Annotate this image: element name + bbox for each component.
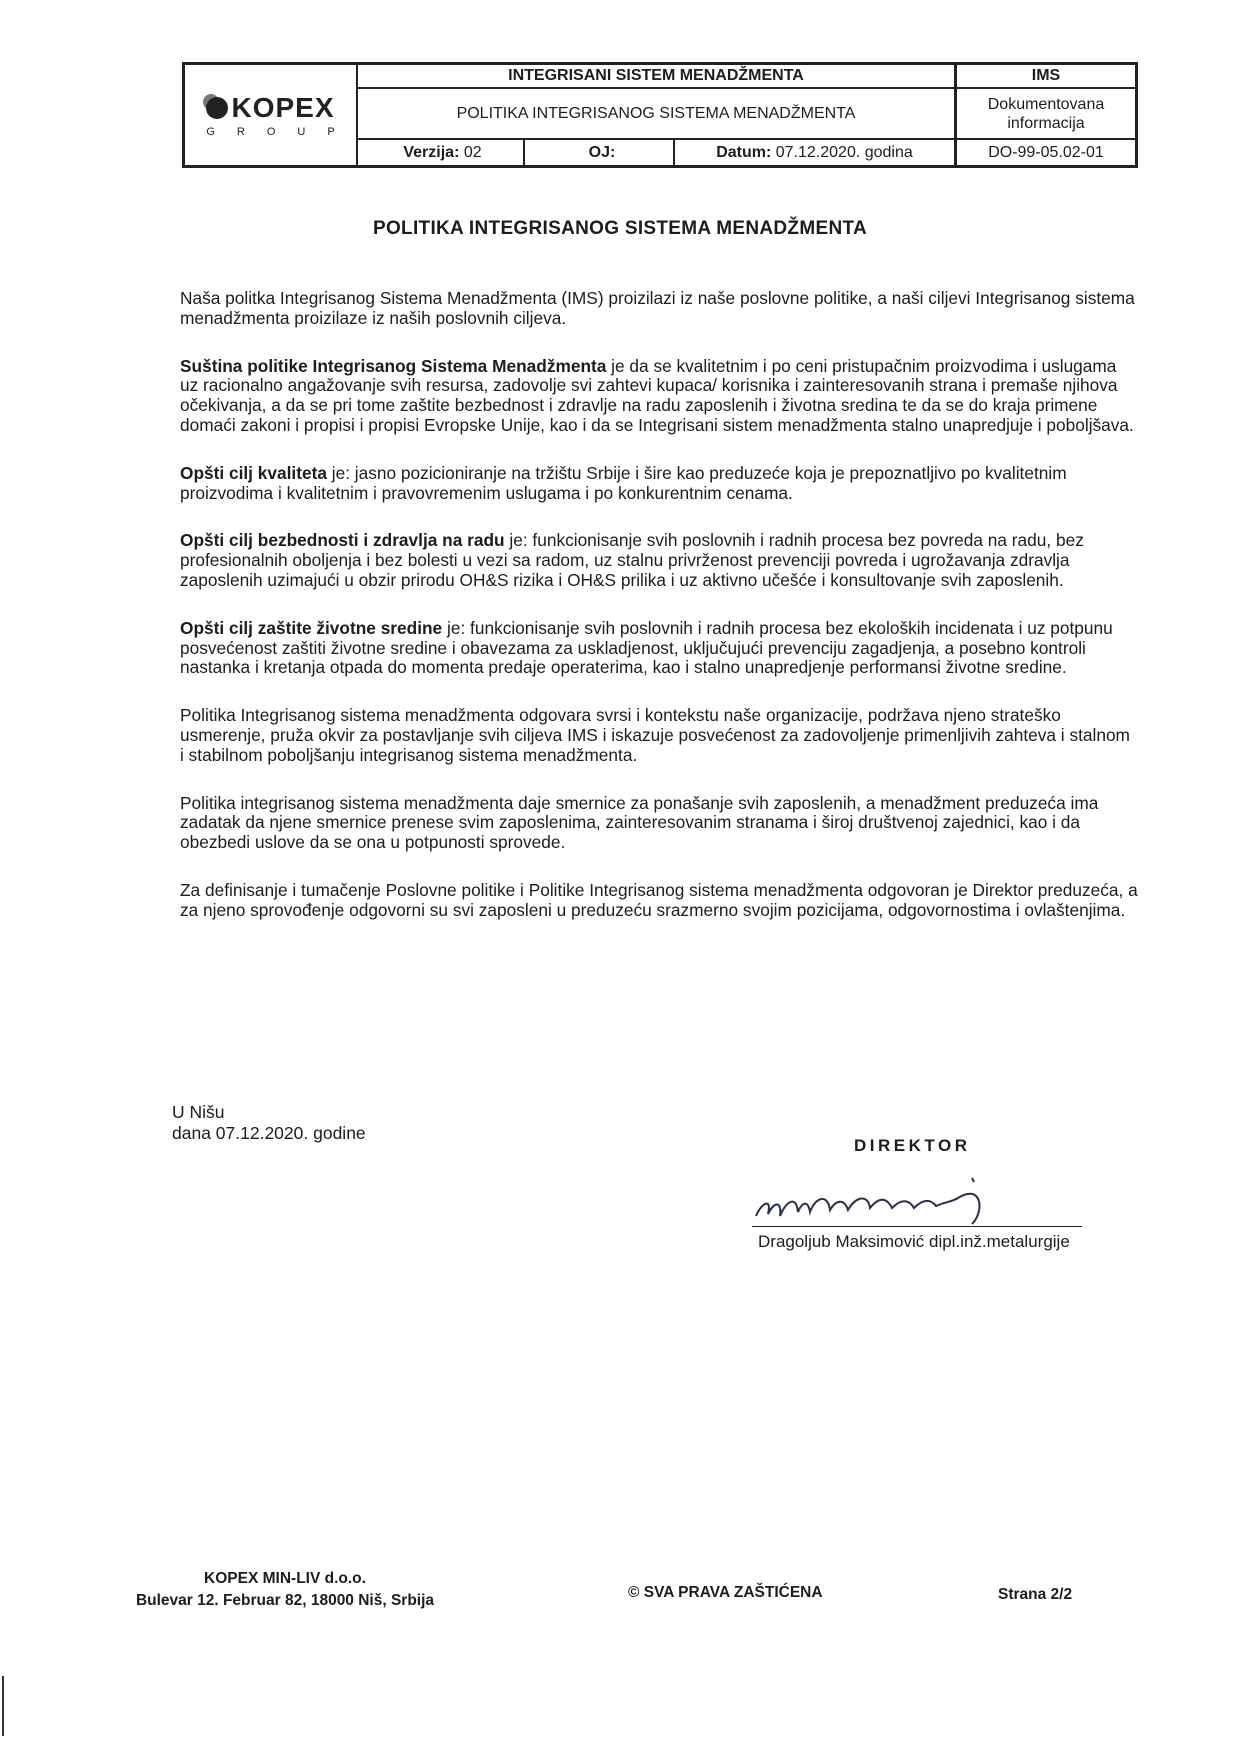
date-label: Datum: <box>716 143 772 161</box>
signer-name: Dragoljub Maksimović dipl.inž.metalurgije <box>758 1232 1070 1251</box>
doc-type-line2: informacija <box>1007 114 1085 132</box>
oj-cell <box>525 140 675 165</box>
paragraph-5 <box>180 619 1138 678</box>
paragraph-3-heading: Opšti cilj kvaliteta <box>180 462 327 483</box>
paragraph-8: Za definisanje i tumačenje Poslovne politike i Politike Integrisanog sistema menadžmenta odgovoran je Direktor preduzeća, a za njeno sprovođenje odgovorni su svi zaposleni u preduzeću srazmerno svojim pozicijama, odgovornostima i ovlaštenjima. <box>180 879 1138 920</box>
paragraph-2-heading: Suština politike Integrisanog Sistema Menadžmenta <box>180 355 607 376</box>
scan-artifact <box>2 1676 4 1736</box>
doc-type-line1: Dokumentovana <box>987 95 1105 113</box>
paragraph-1: Naša politka Integrisanog Sistema Menadžmenta (IMS) proizilazi iz naše poslovne politike, a naši ciljevi Integrisanog sistema menadžmenta proizilaze iz naših poslovnih ciljeva. <box>180 288 1135 328</box>
footer-company <box>100 1568 470 1612</box>
signature-icon <box>752 1172 1088 1228</box>
paragraph-4-heading: Opšti cilj bezbednosti i zdravlja na radu <box>180 530 505 551</box>
footer-copyright: © SVA PRAVA ZAŠTIĆENA <box>628 1584 823 1601</box>
place: U Nišu <box>172 1102 225 1122</box>
paragraph-4-text: je: funkcionisanje svih poslovnih i radnih procesa bez povreda na radu, bez profesionalnih oboljenja i bez bolesti u vezi sa radom, uz stalnu privrženost prevenciji povreda i ugrožavanja zdravlja zaposlenih uzimajući u obzir prirodu OH&S rizika i OH&S prilika i uz aktivno učešće i konsultovanje svih zaposlenih. <box>180 530 1084 590</box>
paragraph-6: Politika Integrisanog sistema menadžmenta odgovara svrsi i kontekstu naše organizacije, podržava njeno strateško usmerenje, pruža okvir za postavljanje svih ciljeva IMS i iskazuje posvećenost za zadovoljenje primenljivih zahteva i stalnom i stabilnom poboljšanju integrisanog sistema menadžmenta. <box>180 705 1130 765</box>
director-title: DIREKTOR <box>854 1136 971 1155</box>
oj-label: OJ: <box>588 143 616 161</box>
version-cell <box>358 140 525 165</box>
date-value: 07.12.2020. godina <box>775 143 913 161</box>
ims-label: IMS <box>957 65 1135 89</box>
kopex-logo <box>185 65 358 165</box>
doc-code: DO-99-05.02-01 <box>988 143 1104 161</box>
date-cell <box>675 140 957 165</box>
logo-subtext: GROUP <box>206 126 357 138</box>
company-name: KOPEX MIN-LIV d.o.o. <box>204 1570 366 1587</box>
paragraph-7: Politika integrisanog sistema menadžmenta daje smernice za ponašanje svih zaposlenih, a menadžment preduzeća ima zadatak da njene smernice prenese svim zaposlenima, zainteresovanim stranama i široj društvenoj zajednici, kao i da obezbedi uslove da se ona u potpunosti sprovede. <box>180 792 1099 853</box>
paragraph-3-text: je: jasno pozicioniranje na tržištu Srbije i šire kao preduzeće koja je prepoznatljivo po kvalitetnim proizvodima i kvalitetnim i pravovremenim uslugama i po konkurentnim cenama. <box>180 462 1067 503</box>
logo-text: KOPEX <box>231 92 335 123</box>
document-header-table <box>182 62 1138 168</box>
version-label: Verzija: <box>403 143 460 161</box>
paragraph-4 <box>180 531 1138 590</box>
signature-line <box>752 1226 1082 1227</box>
place-date <box>172 1102 366 1144</box>
paragraph-3 <box>180 464 1138 504</box>
signing-date: dana 07.12.2020. godine <box>172 1123 366 1143</box>
system-title: INTEGRISANI SISTEM MENADŽMENTA <box>358 65 957 89</box>
paragraph-5-heading: Opšti cilj zaštite životne sredine <box>180 617 443 638</box>
footer-page-number: Strana 2/2 <box>998 1586 1073 1603</box>
policy-title: POLITIKA INTEGRISANOG SISTEMA MENADŽMENTA <box>358 89 957 140</box>
document-title: POLITIKA INTEGRISANOG SISTEMA MENADŽMENTA <box>373 218 867 239</box>
policy-body <box>180 289 1138 949</box>
doc-type <box>957 89 1135 140</box>
version-value: 02 <box>463 143 482 161</box>
paragraph-2-text: je da se kvalitetnim i po ceni pristupačnim proizvodima i uslugama uz racionalno angažovanje svih resursa, zadovolje svi zahtevi kupaca/ korisnika i zainteresovanih strana i premaše njihova očekivanja, a da se pri tome zaštite bezbednost i zdravlje na radu zaposlenih i životna sredina te da se do kraja primene domaći zakoni i propisi i propisi Evropske Unije, kao i da se Integrisani sistem menadžmenta stalno unapredjuje i poboljšava. <box>180 355 1134 435</box>
logo-emblem-icon <box>206 97 228 119</box>
paragraph-5-text: je: funkcionisanje svih poslovnih i radnih procesa bez ekoloških incidenata i uz potpunu posvećenost zaštiti životne sredine i obavezama za uskladjenost, uključujući prevenciju zagadjenja, a posebno kontroli nastanka i kretanja otpada do momenta predaje operaterima, kao i stalno unapredjenje performansi životne sredine. <box>180 617 1113 678</box>
paragraph-2 <box>180 357 1138 436</box>
company-address: Bulevar 12. Februar 82, 18000 Niš, Srbija <box>135 1592 435 1609</box>
